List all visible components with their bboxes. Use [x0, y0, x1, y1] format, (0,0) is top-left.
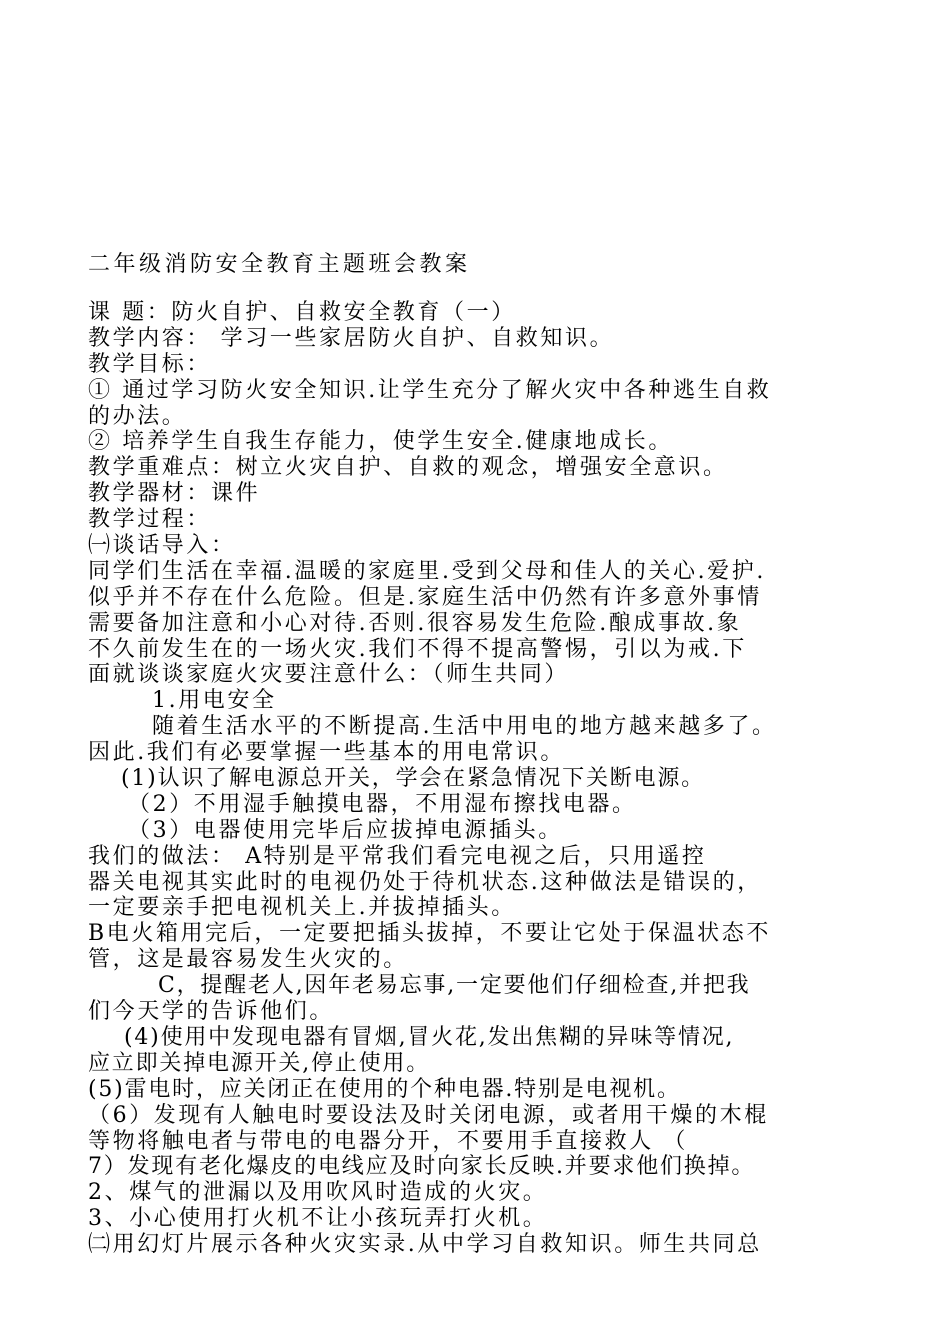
list-item: 7）发现有老化爆皮的电线应及时向家长反映.并要求他们换掉。 [88, 1154, 756, 1180]
goal-2-text: ② 培养学生自我生存能力，使学生安全.健康地成长。 [88, 429, 673, 455]
paragraph-line: 我们的做法： A特别是平常我们看完电视之后，只用遥控 [88, 843, 707, 869]
paragraph-line: 面就谈谈家庭火灾要注意什么：（师生共同） [88, 662, 570, 688]
key-points: 教学重难点：树立火灾自护、自救的观念，增强安全意识。 [88, 455, 728, 481]
document-body [88, 300, 868, 1258]
section-2-heading: ㈡用幻灯片展示各种火灾实录.从中学习自救知识。师生共同总 [88, 1232, 762, 1258]
subheading-electric-safety: 1.用电安全 [152, 688, 277, 714]
list-item: 3、小心使用打火机不让小孩玩弄打火机。 [88, 1206, 548, 1232]
paragraph-line: 需要备加注意和小心对待.否则.很容易发生危险.酿成事故.象 [88, 610, 742, 636]
paragraph-line: 随着生活水平的不断提高.生活中用电的地方越来越多了。 [152, 714, 777, 740]
section-1-heading: ㈠谈话导入： [88, 533, 236, 559]
list-item: (5)雷电时，应关闭正在使用的个种电器.特别是电视机。 [88, 1076, 681, 1102]
list-item: (4)使用中发现电器有冒烟,冒火花,发出焦糊的异味等情况, [124, 1024, 735, 1050]
teaching-process-heading: 教学过程： [88, 507, 212, 533]
paragraph-line: 同学们生活在幸福.温暖的家庭里.受到父母和佳人的关心.爱护. [88, 558, 766, 584]
list-item: （3）电器使用完毕后应拔掉电源插头。 [128, 817, 563, 843]
paragraph-line: B电火箱用完后，一定要把插头拔掉，不要让它处于保温状态不 [88, 921, 771, 947]
paragraph-line: 因此.我们有必要掌握一些基本的用电常识。 [88, 740, 565, 766]
paragraph-line: 器关电视其实此时的电视仍处于待机状态.这种做法是错误的， [88, 869, 762, 895]
teaching-materials: 教学器材：课件 [88, 481, 261, 507]
teaching-goals-heading: 教学目标： [88, 351, 212, 377]
list-item: （6）发现有人触电时要设法及时关闭电源，或者用干燥的木棍 [88, 1102, 769, 1128]
list-item: (1)认识了解电源总开关，学会在紧急情况下关断电源。 [121, 766, 705, 792]
lesson-topic: 课 题：防火自护、自救安全教育（一） [88, 300, 516, 325]
paragraph-line: 管，这是最容易发生火灾的。 [88, 947, 408, 973]
paragraph-line: 们今天学的告诉他们。 [88, 999, 335, 1025]
list-item: （2）不用湿手触摸电器，不用湿布擦找电器。 [128, 791, 637, 817]
list-item: 2、煤气的泄漏以及用吹风时造成的火灾。 [88, 1180, 548, 1206]
goal-1-text-cont: 的办法。 [88, 403, 187, 429]
document-title: 二年级消防安全教育主题班会教案 [88, 252, 471, 277]
paragraph-line: 不久前发生在的一场火灾.我们不得不提高警惕，引以为戒.下 [88, 636, 747, 662]
paragraph-line: 等物将触电者与带电的电器分开，不要用手直接救人 （ [88, 1128, 688, 1154]
paragraph-line: 应立即关掉电源开关,停止使用。 [88, 1050, 430, 1076]
teaching-content: 教学内容： 学习一些家居防火自护、自救知识。 [88, 325, 615, 351]
paragraph-line: 似乎并不存在什么危险。但是.家庭生活中仍然有许多意外事情 [88, 584, 762, 610]
goal-1-text: ① 通过学习防火安全知识.让学生充分了解火灾中各种逃生自救 [88, 377, 772, 403]
paragraph-line: C，提醒老人,因年老易忘事,一定要他们仔细检查,并把我 [158, 973, 751, 999]
paragraph-line: 一定要亲手把电视机关上.并拔掉插头。 [88, 895, 516, 921]
